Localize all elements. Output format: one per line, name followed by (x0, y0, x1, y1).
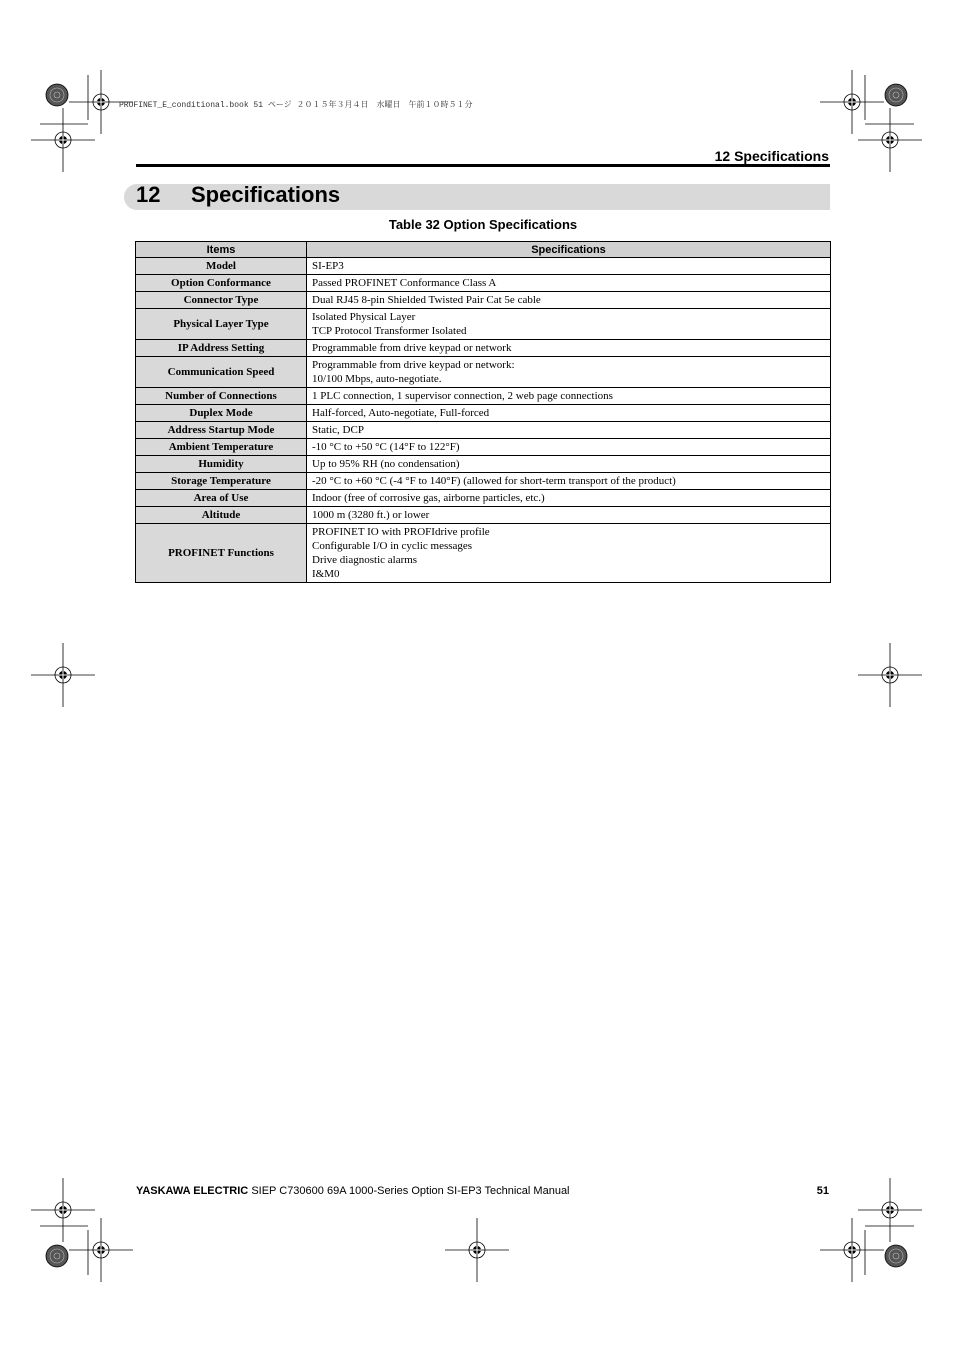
row-spec-value: Static, DCP (307, 422, 831, 439)
table-row (136, 357, 831, 388)
row-item-label: Address Startup Mode (136, 422, 307, 439)
table-row (136, 275, 831, 292)
row-spec-value: Programmable from drive keypad or network (307, 340, 831, 357)
table-row (136, 340, 831, 357)
row-item-label: Physical Layer Type (136, 309, 307, 340)
row-spec-value: 1 PLC connection, 1 supervisor connection, 2 web page connections (307, 388, 831, 405)
footer-manual-title (136, 1185, 570, 1197)
row-item-label: Humidity (136, 456, 307, 473)
table-row (136, 507, 831, 524)
row-spec-value: -20 °C to +60 °C (-4 °F to 140°F) (allowed for short-term transport of the product) (307, 473, 831, 490)
row-spec-value: 1000 m (3280 ft.) or lower (307, 507, 831, 524)
row-item-label: PROFINET Functions (136, 524, 307, 583)
table-row (136, 309, 831, 340)
option-specifications-table (135, 241, 831, 583)
row-item-label: Model (136, 258, 307, 275)
footer-company: YASKAWA ELECTRIC (136, 1185, 249, 1197)
footer-manual: SIEP C730600 69A 1000-Series Option SI-EP3 Technical Manual (248, 1185, 570, 1197)
header-rule (136, 164, 830, 167)
row-item-label: Number of Connections (136, 388, 307, 405)
table-row (136, 422, 831, 439)
row-item-label: Option Conformance (136, 275, 307, 292)
row-item-label: Duplex Mode (136, 405, 307, 422)
row-spec-value: Dual RJ45 8-pin Shielded Twisted Pair Cat 5e cable (307, 292, 831, 309)
row-item-label: Connector Type (136, 292, 307, 309)
row-spec-value: Half-forced, Auto-negotiate, Full-forced (307, 405, 831, 422)
table-row (136, 456, 831, 473)
row-spec-value: Indoor (free of corrosive gas, airborne particles, etc.) (307, 490, 831, 507)
row-spec-value: Isolated Physical Layer TCP Protocol Transformer Isolated (307, 309, 831, 340)
row-spec-value: SI-EP3 (307, 258, 831, 275)
section-title: Specifications (191, 182, 341, 207)
print-info: PROFINET_E_conditional.book 51 ページ ２０１５年３月４日 水曜日 午前１０時５１分 (119, 101, 473, 110)
section-number: 12 (136, 182, 161, 207)
column-header-items: Items (136, 242, 307, 258)
running-header: 12 Specifications (714, 148, 829, 164)
page-number: 51 (816, 1185, 829, 1197)
row-spec-value: Programmable from drive keypad or network: 10/100 Mbps, auto-negotiate. (307, 357, 831, 388)
row-item-label: Ambient Temperature (136, 439, 307, 456)
table-row (136, 490, 831, 507)
row-item-label: Area of Use (136, 490, 307, 507)
table-row (136, 258, 831, 275)
table-row (136, 292, 831, 309)
row-item-label: Communication Speed (136, 357, 307, 388)
column-header-specifications: Specifications (307, 242, 831, 258)
row-item-label: Altitude (136, 507, 307, 524)
table-row (136, 405, 831, 422)
row-spec-value: Up to 95% RH (no condensation) (307, 456, 831, 473)
row-item-label: IP Address Setting (136, 340, 307, 357)
table-row (136, 524, 831, 583)
row-spec-value: Passed PROFINET Conformance Class A (307, 275, 831, 292)
row-spec-value: -10 °C to +50 °C (14°F to 122°F) (307, 439, 831, 456)
table-row (136, 439, 831, 456)
table-row (136, 388, 831, 405)
row-spec-value: PROFINET IO with PROFIdrive profile Configurable I/O in cyclic messages Drive diagnostic alarms I&M0 (307, 524, 831, 583)
row-item-label: Storage Temperature (136, 473, 307, 490)
table-row (136, 473, 831, 490)
table-header-row (136, 242, 831, 258)
table-caption: Table 32 Option Specifications (388, 217, 578, 232)
